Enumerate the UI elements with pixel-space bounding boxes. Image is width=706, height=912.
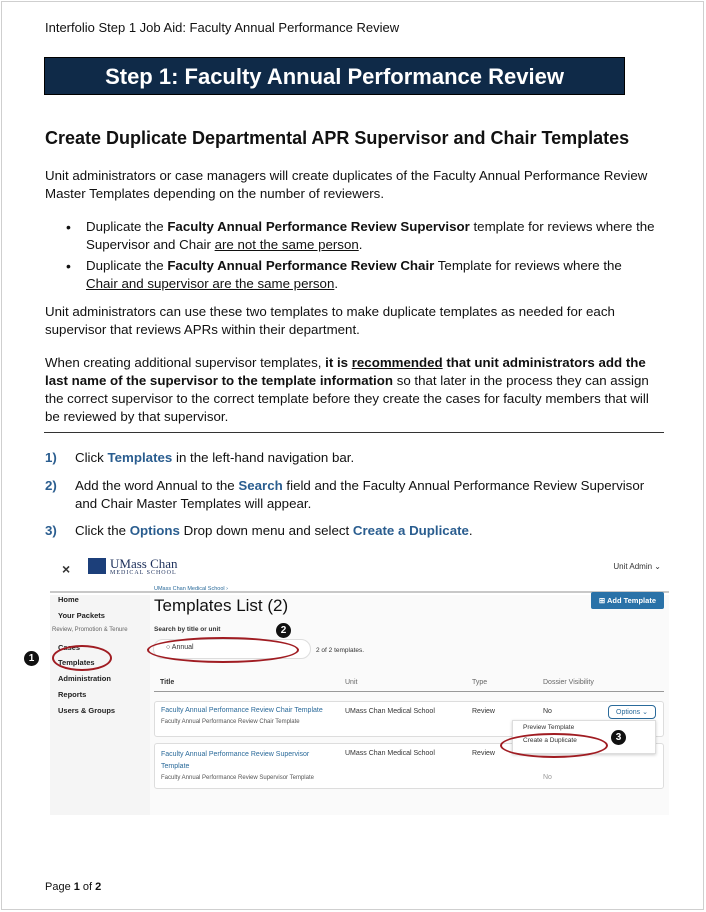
- col-title[interactable]: Title: [160, 679, 175, 686]
- row-description: Faculty Annual Performance Review Chair Template: [161, 719, 300, 725]
- nav-home[interactable]: Home: [58, 595, 79, 604]
- row-unit: UMass Chan Medical School: [345, 708, 435, 715]
- step-1: 1) Click Templates in the left-hand navigation bar.: [45, 450, 355, 465]
- bullet-list: [66, 218, 656, 296]
- nav-section-label: Review, Promotion & Tenure: [52, 627, 128, 633]
- bullet-item: • Duplicate the Faculty Annual Performance Review Chair Template for reviews where the Chair and supervisor are the same person.: [66, 257, 656, 293]
- nav-users-groups[interactable]: Users & Groups: [58, 706, 116, 715]
- row-type: Review: [472, 750, 495, 757]
- callout-badge-2: 2: [276, 623, 291, 638]
- row-unit: UMass Chan Medical School: [345, 750, 435, 757]
- col-dossier-visibility: Dossier Visibility: [543, 679, 594, 686]
- bullet-item: • Duplicate the Faculty Annual Performance Review Supervisor template for reviews where the Supervisor and Chair are not the same person.: [66, 218, 656, 254]
- col-type: Type: [472, 679, 488, 686]
- logo-icon: [88, 558, 106, 574]
- add-template-button[interactable]: ⊞ Add Template: [591, 592, 664, 609]
- step-3: 3) Click the Options Drop down menu and select Create a Duplicate.: [45, 523, 473, 538]
- search-label: Search by title or unit: [154, 626, 221, 633]
- menu-preview-template[interactable]: Preview Template: [523, 724, 575, 731]
- col-unit[interactable]: Unit: [345, 679, 358, 686]
- result-count: 2 of 2 templates.: [316, 647, 365, 654]
- logo-subtext: MEDICAL SCHOOL: [110, 570, 177, 576]
- page-number: Page 1 of 2: [45, 881, 102, 893]
- nav-administration[interactable]: Administration: [58, 674, 111, 683]
- row-type: Review: [472, 708, 495, 715]
- menu-create-duplicate[interactable]: Create a Duplicate: [523, 737, 577, 744]
- highlight-ring: [500, 733, 608, 758]
- paragraph-templates: Unit administrators can use these two templates to make duplicate templates as needed for each supervisor that reviews APRs within their department.: [45, 304, 615, 337]
- options-dropdown[interactable]: Options ⌄: [608, 705, 656, 719]
- search-input[interactable]: ○ Annual: [153, 639, 311, 659]
- intro-paragraph: Unit administrators or case managers will create duplicates of the Faculty Annual Performance Review Master Templates depending on the number of reviewers.: [45, 168, 648, 201]
- row-description: Faculty Annual Performance Review Supervisor Template: [161, 775, 314, 781]
- row-visibility: No: [543, 774, 552, 781]
- document-header: Interfolio Step 1 Job Aid: Faculty Annual Performance Review: [45, 20, 400, 35]
- nav-templates[interactable]: Templates: [58, 658, 95, 667]
- section-heading: Create Duplicate Departmental APR Supervisor and Chair Templates: [45, 128, 630, 148]
- row-title-link[interactable]: Faculty Annual Performance Review Chair Template: [161, 707, 323, 714]
- main-content: [150, 586, 669, 815]
- header-rule: [154, 691, 664, 692]
- nav-reports[interactable]: Reports: [58, 690, 87, 699]
- highlight-ring: [147, 637, 299, 663]
- row-visibility: No: [543, 708, 552, 715]
- breadcrumb[interactable]: UMass Chan Medical School ›: [154, 586, 228, 592]
- interfolio-screenshot: [50, 553, 669, 815]
- logo-text: UMass Chan: [110, 556, 178, 571]
- callout-badge-1: 1: [24, 651, 39, 666]
- banner-title: Step 1: Faculty Annual Performance Review: [44, 57, 625, 95]
- row-title-link[interactable]: Faculty Annual Performance Review Supervisor Template: [161, 751, 310, 770]
- sidebar: [50, 595, 150, 815]
- callout-badge-3: 3: [611, 730, 626, 745]
- page-title: Templates List (2): [154, 596, 289, 615]
- highlight-ring: [52, 645, 112, 671]
- step-2: 2) Add the word Annual to the Search field and the Faculty Annual Performance Review Supervisor and Chair Master Templates will appear.: [45, 478, 645, 511]
- close-icon: ×: [62, 561, 71, 577]
- paragraph-recommendation: When creating additional supervisor templates, it is recommended that unit administrators add the last name of the supervisor to the template information so that later in the process they can assign the correct supervisor to the correct template before they create the cases for faculty members that will be reviewed by that supervisor.: [45, 355, 649, 424]
- nav-cases[interactable]: Cases: [58, 643, 81, 652]
- divider: [44, 432, 664, 433]
- nav-your-packets[interactable]: Your Packets: [58, 611, 105, 620]
- user-menu[interactable]: Unit Admin ⌄: [613, 562, 661, 571]
- top-bar: [50, 553, 669, 593]
